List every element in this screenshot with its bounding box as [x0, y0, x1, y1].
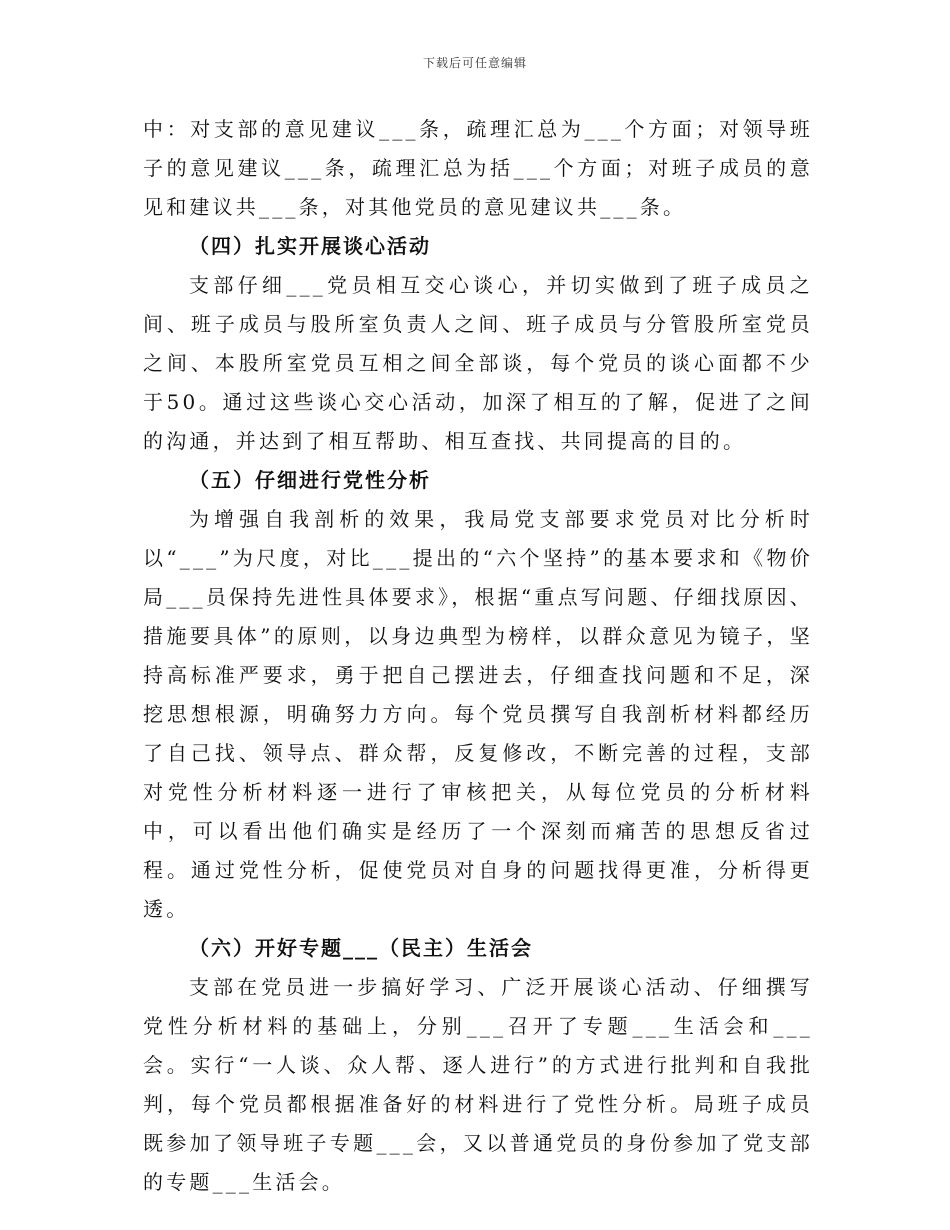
section-heading-5: （五）仔细进行党性分析	[189, 468, 431, 492]
page-header-note: 下载后可任意编辑	[422, 56, 527, 70]
paragraph-intro: 中：对支部的意见建议___条，疏理汇总为___个方面；对领导班子的意见建议___条，疏理汇总为括___个方面；对班子成员的意见和建议共___条，对其他党员的意见建议共___条。	[143, 117, 813, 219]
paragraph-section-5: 为增强自我剖析的效果，我局党支部要求党员对比分析时以“___”为尺度，对比___提出的“六个坚持”的基本要求和《物价局___员保持先进性具体要求》，根据“重点写问题、仔细找原因、措施要具体”的原则，以身边典型为榜样，以群众意见为镜子，坚持高标准严要求，勇于把自己摆进去，仔细查找问题和不足，深挖思想根源，明确努力方向。每个党员撰写自我剖析材料都经历了自己找、领导点、群众帮，反复修改，不断完善的过程，支部对党性分析材料逐一进行了审核把关，从每位党员的分析材料中，可以看出他们确实是经历了一个深刻而痛苦的思想反省过程。通过党性分析，促使党员对自身的问题找得更准，分析得更透。	[143, 507, 813, 921]
section-heading-4: （四）扎实开展谈心活动	[189, 234, 431, 258]
document-body	[143, 110, 813, 1202]
paragraph-section-6: 支部在党员进一步搞好学习、广泛开展谈心活动、仔细撰写党性分析材料的基础上，分别___召开了专题___生活会和___会。实行“一人谈、众人帮、逐人进行”的方式进行批判和自我批判，每个党员都根据准备好的材料进行了党性分析。局班子成员既参加了领导班子专题___会，又以普通党员的身份参加了党支部的专题___生活会。	[143, 975, 813, 1194]
section-heading-6: （六）开好专题___（民主）生活会	[189, 936, 533, 960]
paragraph-section-4: 支部仔细___党员相互交心谈心，并切实做到了班子成员之间、班子成员与股所室负责人之间、班子成员与分管股所室党员之间、本股所室党员互相之间全部谈，每个党员的谈心面都不少于50。通过这些谈心交心活动，加深了相互的了解，促进了之间的沟通，并达到了相互帮助、相互查找、共同提高的目的。	[143, 273, 813, 453]
